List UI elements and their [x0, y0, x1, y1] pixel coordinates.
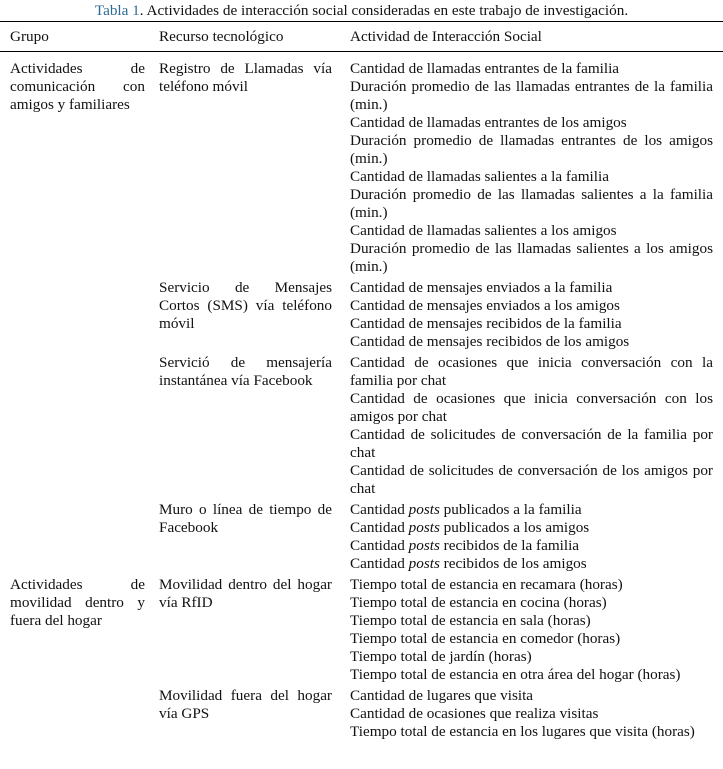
activity-text: Cantidad [350, 519, 409, 536]
activity-text: publicados a los amigos [439, 519, 590, 536]
activity-item: Cantidad de mensajes enviados a la familia [350, 279, 613, 296]
activity-item [350, 537, 713, 555]
resource-cell: Muro o línea de tiempo de Facebook [159, 501, 332, 536]
activity-item: Cantidad de solicitudes de conversación de los amigos por chat [350, 462, 713, 497]
activity-item: Tiempo total de estancia en los lugares que visita (horas) [350, 723, 695, 740]
activity-item: Duración promedio de las llamadas entrantes de la familia (min.) [350, 78, 713, 113]
activity-item [350, 519, 713, 537]
activity-text: Cantidad [350, 501, 409, 518]
activity-item: Tiempo total de estancia en otra área del hogar (horas) [350, 666, 681, 683]
activity-item [350, 501, 713, 519]
activity-emphasis: posts [408, 555, 440, 572]
resource-cell: Movilidad dentro del hogar vía RfID [159, 576, 332, 611]
table-row [0, 573, 723, 684]
activities-cell [342, 573, 723, 684]
header-grupo: Grupo [0, 22, 152, 52]
activity-text: recibidos de los amigos [439, 555, 587, 572]
activity-item: Tiempo total de estancia en recamara (horas) [350, 576, 623, 593]
activity-item: Cantidad de ocasiones que inicia conversación con la familia por chat [350, 354, 713, 389]
activity-emphasis: posts [408, 519, 440, 536]
activity-item: Duración promedio de llamadas entrantes de los amigos (min.) [350, 132, 713, 167]
activities-cell [342, 684, 723, 741]
activity-item: Cantidad de llamadas entrantes de la familia [350, 60, 620, 77]
table-caption [0, 0, 723, 20]
activity-emphasis: posts [408, 501, 440, 518]
resource-cell: Movilidad fuera del hogar vía GPS [159, 687, 332, 722]
group-cell: Actividades de comunicación con amigos y familiares [10, 60, 145, 113]
activity-item: Cantidad de mensajes recibidos de la familia [350, 315, 622, 332]
activity-item: Cantidad de llamadas salientes a la familia [350, 168, 609, 185]
activity-item: Tiempo total de estancia en cocina (horas) [350, 594, 607, 611]
caption-text: . Actividades de interacción social consideradas en este trabajo de investigación. [139, 2, 629, 19]
activity-item [350, 555, 713, 573]
activities-cell [342, 498, 723, 573]
activity-text: recibidos de la familia [439, 537, 580, 554]
activity-text: Cantidad [350, 537, 409, 554]
activity-text: Cantidad [350, 555, 409, 572]
resource-cell: Servició de mensajería instantánea vía Facebook [159, 354, 332, 389]
activity-item: Cantidad de ocasiones que inicia conversación con los amigos por chat [350, 390, 713, 425]
activities-cell [342, 52, 723, 277]
activity-item: Duración promedio de las llamadas salientes a los amigos (min.) [350, 240, 713, 275]
resource-cell: Servicio de Mensajes Cortos (SMS) vía teléfono móvil [159, 279, 332, 332]
activity-item: Duración promedio de las llamadas salientes a la familia (min.) [350, 186, 713, 221]
activity-item: Cantidad de solicitudes de conversación de la familia por chat [350, 426, 713, 461]
header-row [0, 22, 723, 52]
activity-item: Cantidad de llamadas entrantes de los amigos [350, 114, 627, 131]
table-row [0, 52, 723, 277]
activity-item: Cantidad de ocasiones que realiza visitas [350, 705, 599, 722]
caption-label: Tabla 1 [94, 2, 140, 19]
group-cell: Actividades de movilidad dentro y fuera del hogar [10, 576, 145, 629]
activity-item: Cantidad de llamadas salientes a los amigos [350, 222, 617, 239]
activity-item: Tiempo total de estancia en sala (horas) [350, 612, 591, 629]
activity-item: Tiempo total de jardín (horas) [350, 648, 532, 665]
activity-item: Tiempo total de estancia en comedor (horas) [350, 630, 621, 647]
activities-cell [342, 351, 723, 498]
activity-item: Cantidad de mensajes enviados a los amigos [350, 297, 620, 314]
activity-text: publicados a la familia [439, 501, 582, 518]
header-actividad: Actividad de Interacción Social [342, 22, 723, 52]
resource-cell: Registro de Llamadas vía teléfono móvil [159, 60, 332, 95]
header-recurso: Recurso tecnológico [152, 22, 342, 52]
social-activities-table [0, 21, 723, 741]
activity-item: Cantidad de mensajes recibidos de los amigos [350, 333, 630, 350]
activities-cell [342, 276, 723, 351]
activity-emphasis: posts [408, 537, 440, 554]
activity-item: Cantidad de lugares que visita [350, 687, 534, 704]
